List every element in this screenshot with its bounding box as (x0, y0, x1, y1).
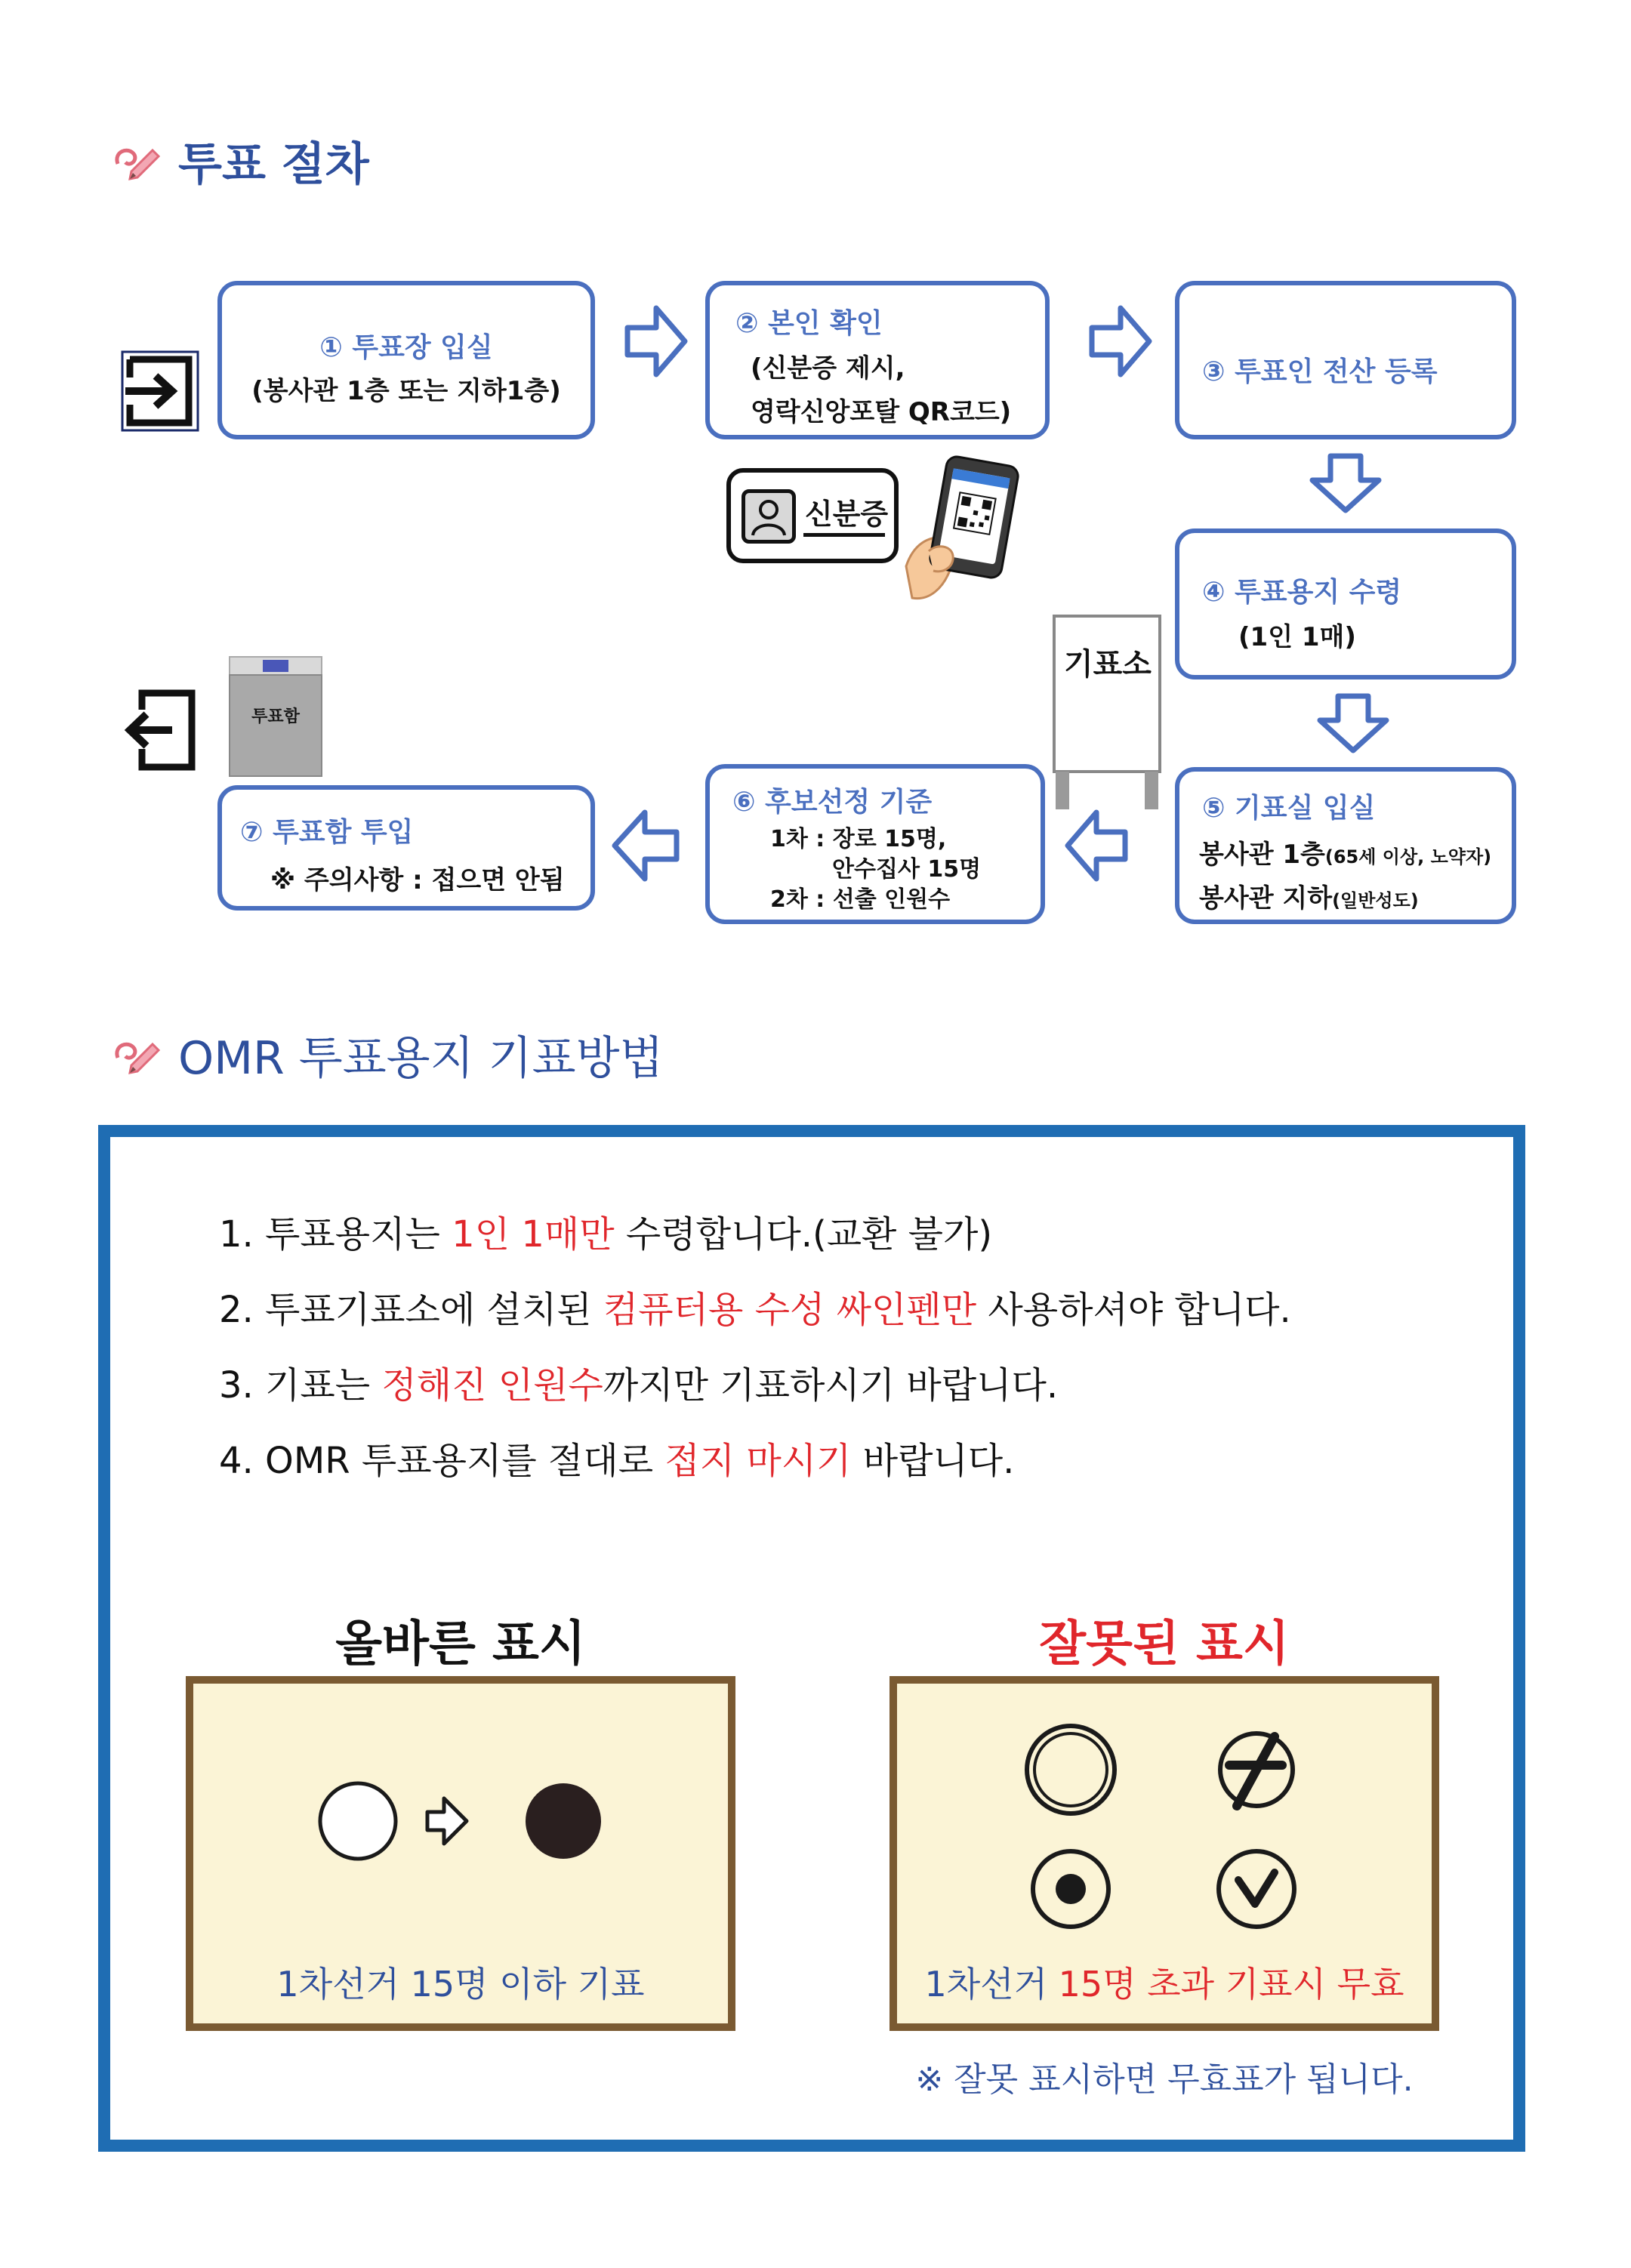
user-avatar-icon (742, 489, 796, 544)
step-6-title: ⑥ 후보선정 기준 (732, 787, 933, 818)
arrow-left-icon (610, 806, 681, 885)
correct-marking-caption: 1차선거 15명 이하 기표 (276, 1964, 645, 2005)
step-1-title: ① 투표장 입실 (319, 332, 493, 363)
pencil-pen-icon (112, 1035, 162, 1074)
step-4-title: ④ 투표용지 수령 (1202, 577, 1402, 608)
section-title-omr-method (112, 1022, 664, 1087)
correct-marking-panel (186, 1676, 735, 2031)
arrow-right-icon (623, 302, 689, 381)
step-4-box (1175, 528, 1516, 679)
step-6-box (705, 764, 1045, 924)
step-2-detail-2: 영락신앙포탈 QR코드) (751, 397, 1012, 427)
section-title-text: OMR 투표용지 기표방법 (178, 1032, 664, 1085)
step-5-title: ⑤ 기표실 입실 (1202, 793, 1376, 824)
correct-marking-heading: 올바른 표시 (335, 1616, 586, 1672)
step-2-detail-1: (신분증 제시, (751, 353, 905, 384)
wrong-marking-examples (1018, 1721, 1335, 1940)
step-4-detail: (1인 1매) (1238, 622, 1356, 652)
section-title-text: 투표 절차 (178, 138, 369, 191)
voting-booth-label: 기표소 (1064, 647, 1152, 682)
dot-mark-icon (1033, 1851, 1108, 1927)
section-title-voting-procedure (112, 128, 369, 193)
step-2-title: ② 본인 확인 (735, 308, 883, 339)
step-1-detail: (봉사관 1층 또는 지하1층) (251, 376, 561, 406)
id-card-label: 신분증 (805, 498, 889, 531)
empty-bubble-icon (320, 1783, 396, 1859)
rule-4: 4. OMR 투표용지를 절대로 접지 마시기 바랍니다. (219, 1440, 1015, 1482)
enter-door-icon (119, 349, 201, 433)
pencil-pen-icon (112, 141, 162, 180)
exit-door-icon (119, 687, 198, 773)
arrow-left-icon (1063, 806, 1130, 885)
double-circle-mark-icon (1027, 1726, 1115, 1813)
wrong-marking-caption: 1차선거 15명 초과 기표시 무효 (924, 1964, 1404, 2005)
arrow-down-icon (1314, 692, 1392, 755)
arrow-right-icon (1087, 302, 1154, 381)
step-7-box (217, 785, 595, 911)
step-6-detail-1: 1차 : 장로 15명, (770, 826, 947, 852)
rule-3: 3. 기표는 정해진 인원수까지만 기표하시기 바랍니다. (219, 1364, 1059, 1407)
step-5-detail-2: 봉사관 지하(일반성도) (1199, 883, 1419, 914)
rule-1: 1. 투표용지는 1인 1매만 수령합니다.(교환 불가) (219, 1213, 993, 1256)
check-mark-icon (1219, 1851, 1294, 1927)
invalid-vote-note: ※ 잘못 표시하면 무효표가 됩니다. (915, 2060, 1414, 2099)
phone-qr-code-illustration (899, 453, 1034, 604)
x-mark-icon (1220, 1733, 1293, 1806)
step-5-box (1175, 767, 1516, 924)
step-3-box (1175, 281, 1516, 439)
step-7-title: ⑦ 투표함 투입 (240, 817, 414, 848)
step-2-box (705, 281, 1050, 439)
wrong-marking-heading: 잘못된 표시 (1039, 1616, 1290, 1672)
correct-marking-example (314, 1774, 616, 1872)
rule-2: 2. 투표기표소에 설치된 컴퓨터용 수성 싸인펜만 사용하셔야 합니다. (219, 1289, 1291, 1331)
arrow-right-icon (427, 1798, 467, 1844)
step-7-detail: ※ 주의사항 : 접으면 안됨 (270, 865, 565, 895)
arrow-down-icon (1306, 451, 1385, 515)
step-3-title: ③ 투표인 전산 등록 (1202, 356, 1438, 387)
step-6-detail-3: 2차 : 선출 인원수 (770, 886, 951, 913)
step-6-detail-2: 안수집사 15명 (832, 856, 982, 883)
filled-bubble-icon (526, 1783, 601, 1859)
ballot-box-label: 투표함 (251, 707, 300, 726)
wrong-marking-panel (889, 1676, 1439, 2031)
step-5-detail-1: 봉사관 1층(65세 이상, 노약자) (1199, 840, 1492, 870)
id-card-illustration (726, 468, 899, 563)
step-1-box (217, 281, 595, 439)
